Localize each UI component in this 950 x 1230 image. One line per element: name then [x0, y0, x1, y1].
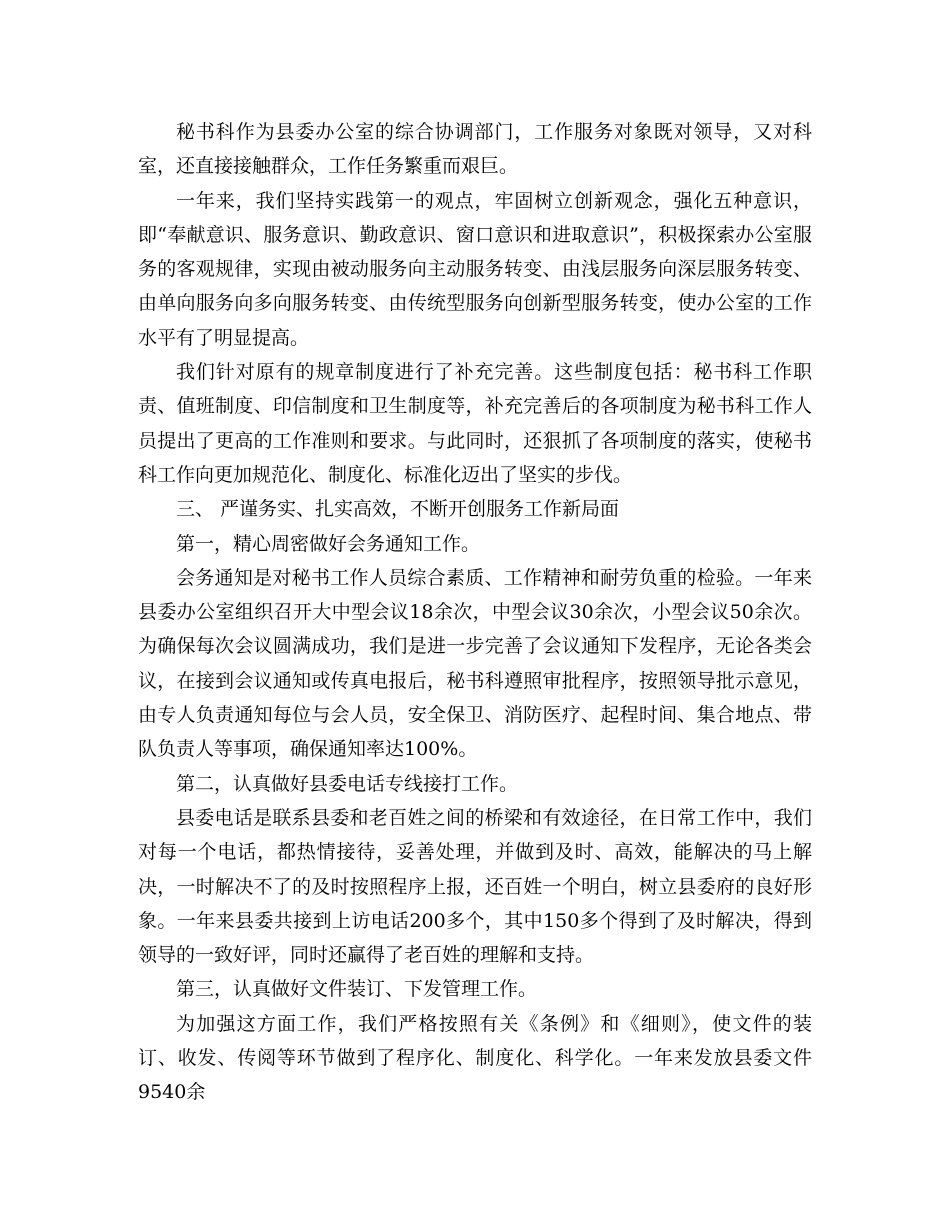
paragraph-secretary-role: 秘书科作为县委办公室的综合协调部门，工作服务对象既对领导，又对科室，还直接接触群众，工作任务繁重而艰巨。: [138, 121, 812, 178]
paragraph-innovation: 一年来，我们坚持实践第一的观点，牢固树立创新观念，强化五种意识，即“奉献意识、服务意识、勤政意识、窗口意识和进取意识”，积极探索办公室服务的客观规律，实现由被动服务向主动服务转变、由浅层服务向深层服务转变、由单向服务向多向服务转变、由传统型服务向创新型服务转变，使办公室的工作水平有了明显提高。: [138, 189, 812, 349]
paragraph-regulations: 我们针对原有的规章制度进行了补充完善。这些制度包括：秘书科工作职责、值班制度、印信制度和卫生制度等，补充完善后的各项制度为秘书科工作人员提出了更高的工作准则和要求。与此同时，还狠抓了各项制度的落实，使秘书科工作向更加规范化、制度化、标准化迈出了坚实的步伐。: [138, 361, 812, 486]
document-body: [138, 115, 812, 1110]
item-third-heading: 第三，认真做好文件装订、下发管理工作。: [176, 978, 538, 1001]
paragraph-meeting-notice: 会务通知是对秘书工作人员综合素质、工作精神和耐劳负重的检验。一年来县委办公室组织召开大中型会议18余次，中型会议30余次，小型会议50余次。为确保每次会议圆满成功，我们是进一步完善了会议通知下发程序，无论各类会议，在接到会议通知或传真电报后，秘书科遵照审批程序，按照领导批示意见，由专人负责通知每位与会人员，安全保卫、消防医疗、起程时间、集合地点、带队负责人等事项，确保通知率达100%。: [138, 566, 812, 761]
section-heading-three: 三、 严谨务实、扎实高效，不断开创服务工作新局面: [176, 498, 620, 521]
paragraph-hotline: 县委电话是联系县委和老百姓之间的桥梁和有效途径，在日常工作中，我们对每一个电话，都热情接待，妥善处理，并做到及时、高效，能解决的马上解决，一时解决不了的及时按照程序上报，还百姓一个明白，树立县委府的良好形象。一年来县委共接到上访电话200多个，其中150多个得到了及时解决，得到领导的一致好评，同时还赢得了老百姓的理解和支持。: [138, 806, 812, 967]
item-first-heading: 第一，精心周密做好会务通知工作。: [176, 532, 481, 555]
paragraph-documents: 为加强这方面工作，我们严格按照有关《条例》和《细则》，使文件的装订、收发、传阅等环节做到了程序化、制度化、科学化。一年来发放县委文件9540余: [138, 1012, 812, 1104]
item-second-heading: 第二，认真做好县委电话专线接打工作。: [176, 772, 519, 795]
